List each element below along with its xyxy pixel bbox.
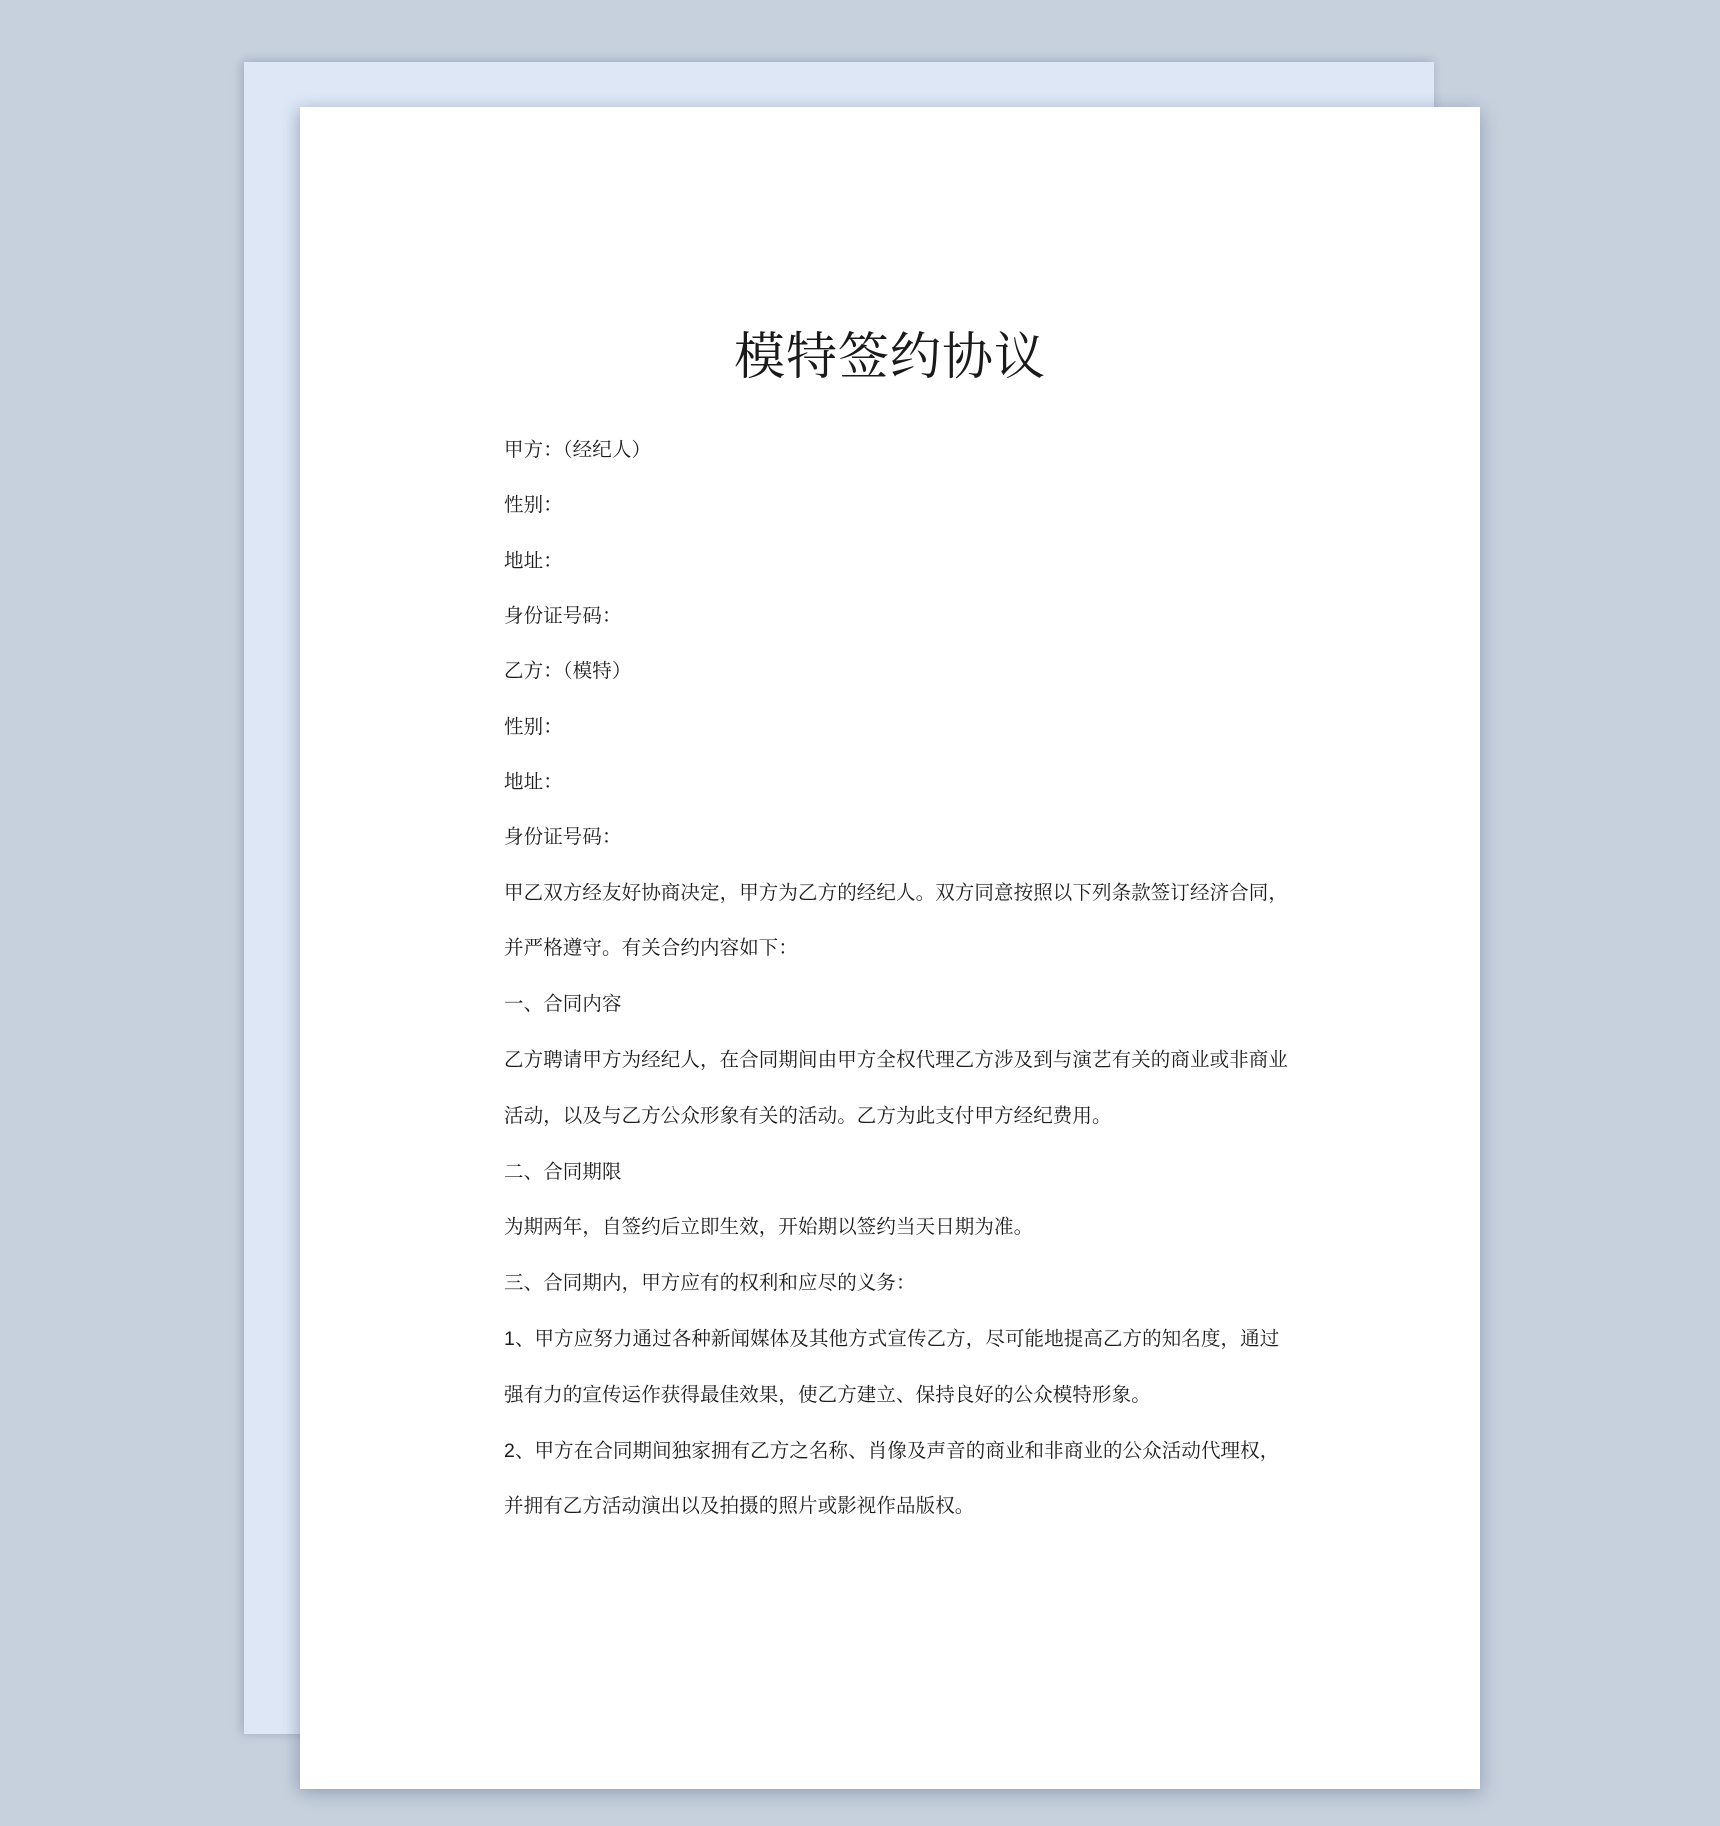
preamble-line-2: 并严格遵守。有关合约内容如下：	[504, 937, 799, 960]
party-line-jiafang-gender: 性别：	[504, 494, 563, 517]
document-content	[504, 437, 1290, 1549]
section-1-line-1: 乙方聘请甲方为经纪人，在合同期间由甲方全权代理乙方涉及到与演艺有关的商业或非商业	[504, 1048, 1289, 1071]
party-line-yifang-id: 身份证号码：	[504, 826, 622, 849]
section-heading-2: 二、合同期限	[504, 1160, 622, 1183]
party-line-yifang-address: 地址：	[504, 770, 563, 793]
section-3-item-2-line-2: 并拥有乙方活动演出以及拍摄的照片或影视作品版权。	[504, 1495, 975, 1518]
party-line-yifang-gender: 性别：	[504, 715, 563, 738]
section-3-item-1-line-2: 强有力的宣传运作获得最佳效果，使乙方建立、保持良好的公众模特形象。	[504, 1383, 1151, 1406]
document-page	[300, 107, 1480, 1789]
document-body	[300, 107, 1480, 1789]
party-line-jiafang-id: 身份证号码：	[504, 604, 622, 627]
section-1-line-2: 活动，以及与乙方公众形象有关的活动。乙方为此支付甲方经纪费用。	[504, 1104, 1112, 1127]
party-line-yifang: 乙方：（模特）	[504, 660, 632, 683]
section-heading-3: 三、合同期内，甲方应有的权利和应尽的义务：	[504, 1272, 916, 1295]
party-line-jiafang-address: 地址：	[504, 549, 563, 572]
section-heading-1: 一、合同内容	[504, 993, 622, 1016]
section-3-item-1-line-1: 1、甲方应努力通过各种新闻媒体及其他方式宣传乙方，尽可能地提高乙方的知名度，通过	[504, 1328, 1280, 1350]
section-3-item-2-line-1: 2、甲方在合同期间独家拥有乙方之名称、肖像及声音的商业和非商业的公众活动代理权，	[504, 1439, 1280, 1462]
section-2-line-1: 为期两年，自签约后立即生效，开始期以签约当天日期为准。	[504, 1216, 1034, 1239]
party-line-jiafang: 甲方：（经纪人）	[504, 439, 652, 461]
preamble-line-1: 甲乙双方经友好协商决定，甲方为乙方的经纪人。双方同意按照以下列条款签订经济合同，	[504, 881, 1289, 904]
page-title: 模特签约协议	[733, 328, 1046, 386]
